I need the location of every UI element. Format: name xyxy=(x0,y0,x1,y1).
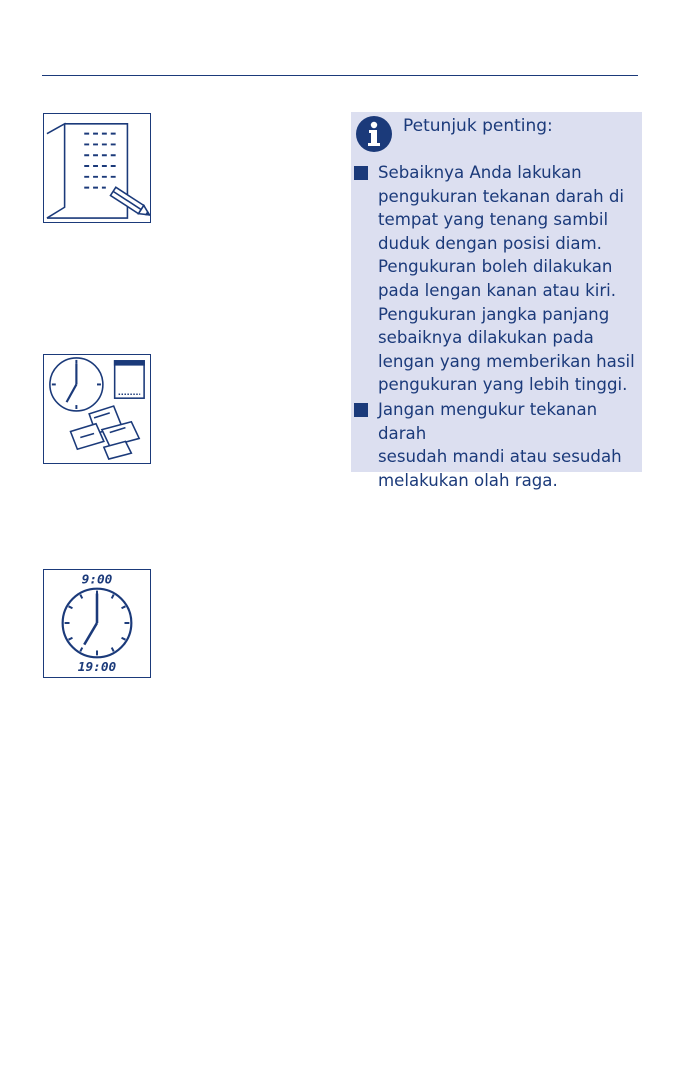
clock-papers-icon xyxy=(43,354,151,464)
important-note-panel xyxy=(351,112,642,490)
notebook-pencil-icon xyxy=(43,113,151,223)
clock-top-time: 9:00 xyxy=(81,572,113,588)
bullet-2-text: Jangan mengukur tekanan darah sesudah mandi atau sesudah melakukan olah raga. xyxy=(378,400,622,490)
bullet-square-icon xyxy=(354,166,368,180)
note-title: Petunjuk penting: xyxy=(403,116,553,136)
note-bullet-1 xyxy=(354,161,635,397)
clock-times-icon xyxy=(43,569,151,678)
clock-bottom-time: 19:00 xyxy=(77,660,117,676)
bullet-square-icon xyxy=(354,403,368,417)
note-bullet-2 xyxy=(354,398,635,492)
info-icon xyxy=(355,115,393,153)
header-rule xyxy=(42,75,638,76)
bullet-1-text: Sebaiknya Anda lakukan pengukuran tekanan darah di tempat yang tenang sambil duduk dengan posisi diam. Pengukuran boleh dilakukan pada lengan kanan atau kiri. Pengukuran jangka panjang sebaiknya dilakukan pada lengan yang memberikan hasil pengukuran yang lebih tinggi. xyxy=(378,163,635,395)
